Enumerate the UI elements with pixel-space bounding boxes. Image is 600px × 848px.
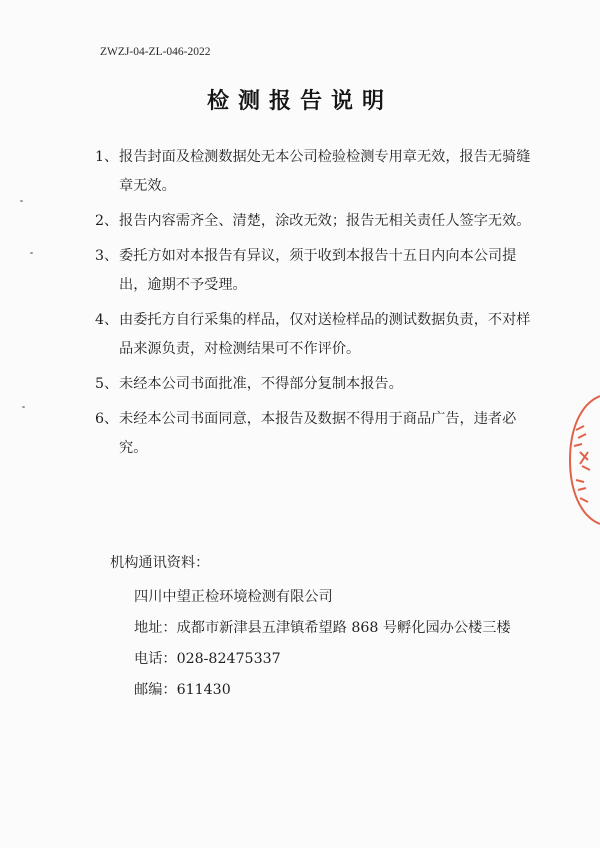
company-address: 地址：成都市新津县五津镇希望路 868 号孵化园办公楼三楼 <box>134 620 511 636</box>
note-number: 1、 <box>95 149 119 165</box>
note-text: 未经本公司书面同意，本报告及数据不得用于商品广告，违者必究。 <box>119 411 517 456</box>
note-item <box>95 207 535 236</box>
company-name: 四川中望正检环境检测有限公司 <box>134 589 333 605</box>
note-text: 报告封面及检测数据处无本公司检验检测专用章无效，报告无骑缝章无效。 <box>119 149 531 194</box>
note-item <box>95 405 535 463</box>
document-title: 检测报告说明 <box>206 89 393 114</box>
note-text: 未经本公司书面批准，不得部分复制本报告。 <box>119 376 403 392</box>
company-phone: 电话：028-82475337 <box>134 651 281 667</box>
notes-list <box>95 143 535 469</box>
paper-speck <box>30 252 33 254</box>
seal-stamp-icon <box>566 390 600 530</box>
paper-speck <box>22 406 25 408</box>
contact-heading: 机构通讯资料： <box>110 555 210 571</box>
note-text: 委托方如对本报告有异议，须于收到本报告十五日内向本公司提出，逾期不予受理。 <box>119 248 517 293</box>
note-text: 报告内容需齐全、清楚，涂改无效；报告无相关责任人签字无效。 <box>119 213 531 229</box>
contact-section <box>110 552 511 706</box>
contact-lines <box>110 582 511 706</box>
document-code: ZWZJ-04-ZL-046-2022 <box>100 46 211 58</box>
note-item <box>95 370 535 399</box>
note-text: 由委托方自行采集的样品，仅对送检样品的测试数据负责，不对样品来源负责，对检测结果可不作评价。 <box>119 312 531 357</box>
note-number: 2、 <box>95 213 119 229</box>
note-number: 5、 <box>95 376 119 392</box>
note-item <box>95 242 535 300</box>
company-postcode: 邮编：611430 <box>134 682 231 698</box>
note-number: 6、 <box>95 411 119 427</box>
note-item <box>95 306 535 364</box>
note-number: 3、 <box>95 248 119 264</box>
note-number: 4、 <box>95 312 119 328</box>
paper-speck <box>20 200 23 202</box>
note-item <box>95 143 535 201</box>
